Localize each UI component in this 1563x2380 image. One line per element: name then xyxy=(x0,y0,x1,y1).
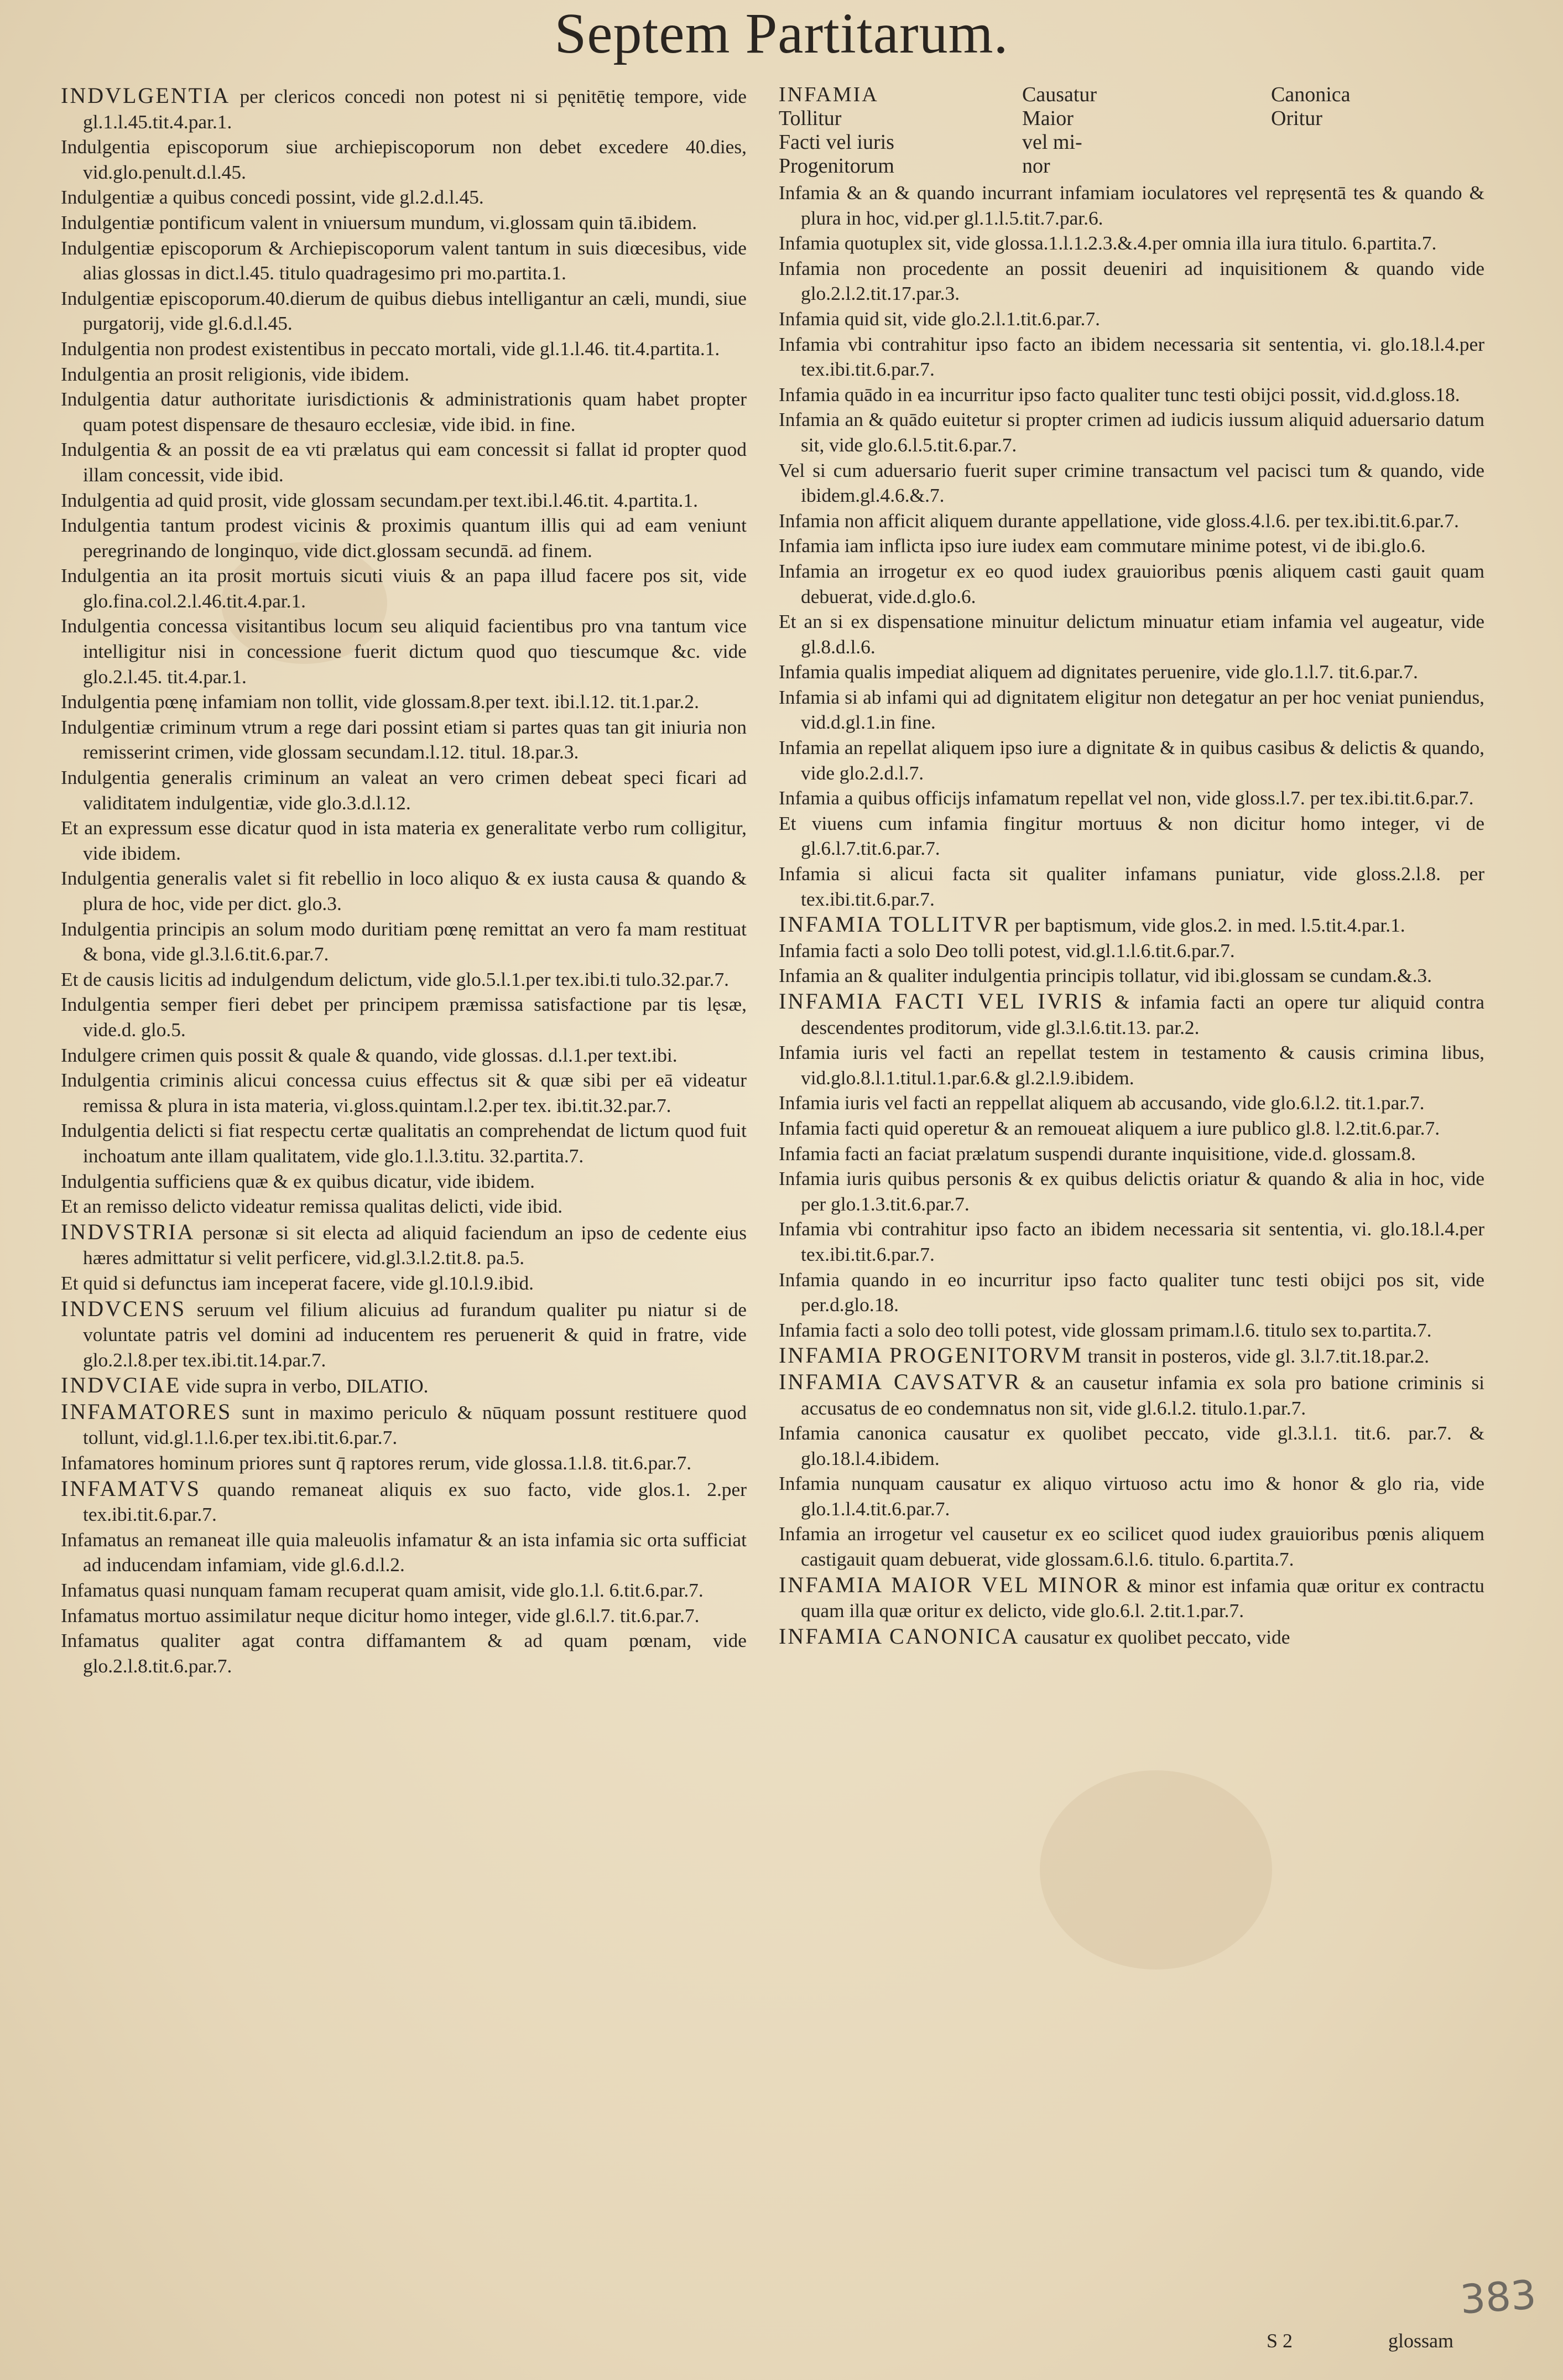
rubric-term: Progenitorum xyxy=(779,154,894,178)
entry-text: Infamatus qualiter agat contra diffamantem & ad quam pœnam, vide glo.2.l.8.tit.6.par.7. xyxy=(61,1629,747,1677)
index-entry xyxy=(61,992,747,1042)
entry-text: Indulgentia non prodest existentibus in peccato mortali, vide gl.1.l.46. tit.4.partita.1. xyxy=(61,337,720,360)
entry-text: Infamia & an & quando incurrant infamiam ioculatores vel repręsentā tes & quando & plura in hoc, vid.per gl.1.l.5.tit.7.par.6. xyxy=(779,181,1484,229)
index-entry xyxy=(61,1068,747,1118)
index-entry xyxy=(61,815,747,866)
rubric-term: INFAMIA xyxy=(779,83,879,106)
entry-text: seruum vel filium alicuius ad furandum qualiter pu niatur si de voluntate patris vel domini ad inducentem res peruenerit & quid in fratre, vide glo.2.l.8.per tex.ibi.tit.14.par.7. xyxy=(83,1298,747,1371)
rubric-term: Canonica xyxy=(1271,83,1351,106)
index-entry xyxy=(61,689,747,715)
entry-text: & an causetur infamia ex sola pro batione criminis si accusatus de eo condemnatus non sit, vide gl.6.l.2. titulo.1.par.7. xyxy=(801,1371,1484,1419)
entry-text: Indulgentiæ episcoporum & Archiepiscoporum valent tantum in suis diœcesibus, vide alias glossas in dict.l.45. titulo quadragesimo pri mo.partita.1. xyxy=(61,236,747,284)
index-entry xyxy=(61,1043,747,1068)
entry-text: sunt in maximo periculo & nūquam possunt restituere quod tollunt, vid.gl.1.l.6.per tex.ibi.tit.6.par.7. xyxy=(83,1401,747,1449)
entry-text: Et viuens cum infamia fingitur mortuus & non dicitur homo integer, vi de gl.6.l.7.tit.6.par.7. xyxy=(779,812,1484,860)
index-entry xyxy=(61,1628,747,1679)
signature-mark: S 2 xyxy=(1267,2330,1293,2352)
index-entry xyxy=(779,685,1484,735)
index-entry xyxy=(61,1451,747,1476)
entry-headword: INDVLGENTIA xyxy=(61,83,231,108)
entry-text: Infamia quotuplex sit, vide glossa.1.l.1.2.3.&.4.per omnia illa iura titulo. 6.partita.7. xyxy=(779,232,1437,254)
index-entry xyxy=(779,1166,1484,1217)
index-entry xyxy=(779,458,1484,508)
index-entry xyxy=(779,938,1484,964)
entry-text: Et an remisso delicto videatur remissa qualitas delicti, vide ibid. xyxy=(61,1195,563,1218)
index-entry xyxy=(779,811,1484,861)
index-entry xyxy=(779,382,1484,408)
catchword: glossam xyxy=(1388,2330,1454,2352)
index-entry xyxy=(779,1267,1484,1318)
index-entry xyxy=(779,1116,1484,1141)
index-entry xyxy=(779,231,1484,256)
entry-text: Indulgentia semper fieri debet per principem præmissa satisfactione par tis lęsæ, vide.d. glo.5. xyxy=(61,993,747,1041)
index-entry xyxy=(61,210,747,236)
entry-text: Infamia vbi contrahitur ipso facto an ibidem necessaria sit sententia, vi. glo.18.l.4.per tex.ibi.tit.6.par.7. xyxy=(779,332,1484,381)
rubric-column-3 xyxy=(1271,83,1470,178)
index-entry xyxy=(61,917,747,967)
entry-text: Indulgentiæ criminum vtrum a rege dari possint etiam si partes quas tan git iniuria non remisserint crimen, vide glossam secundam.l.12. titul. 18.par.3. xyxy=(61,715,747,763)
entry-text: Vel si cum aduersario fuerit super crimine transactum vel pacisci tum & quando, vide ibidem.gl.4.6.&.7. xyxy=(779,459,1484,507)
index-entry xyxy=(779,1521,1484,1572)
entry-text: Infamia an irrogetur ex eo quod iudex grauioribus pœnis aliquem casti gauit quam debuerat, vide.d.glo.6. xyxy=(779,559,1484,607)
rubric-term: vel mi- xyxy=(1022,131,1082,154)
entry-text: & infamia facti an opere tur aliquid contra descendentes proditorum, vide gl.3.l.6.tit.13. par.2. xyxy=(801,991,1484,1038)
entry-text: transit in posteros, vide gl. 3.l.7.tit.18.par.2. xyxy=(1087,1345,1429,1368)
index-entry xyxy=(61,715,747,765)
rubric-term: Maior xyxy=(1022,107,1074,130)
index-entry xyxy=(61,1219,747,1271)
right-column xyxy=(779,83,1484,2313)
entry-text: personæ si sit electa ad aliquid faciendum an ipso de cedente eius hæres admittatur si velit perficere, vid.gl.3.l.2.tit.8. pa.5. xyxy=(83,1221,747,1269)
index-entry xyxy=(61,614,747,689)
index-entry xyxy=(61,488,747,513)
index-entry xyxy=(779,912,1484,938)
entry-text: Infamatus mortuo assimilatur neque dicitur homo integer, vide gl.6.l.7. tit.6.par.7. xyxy=(61,1604,700,1626)
entry-text: Infamia non afficit aliquem durante appellatione, vide gloss.4.l.6. per tex.ibi.tit.6.par.7. xyxy=(779,509,1459,532)
entry-text: Infamia non procedente an possit deueniri ad inquisitionem & quando vide glo.2.l.2.tit.17.par.3. xyxy=(779,257,1484,305)
entry-headword: INDVCIAE xyxy=(61,1373,181,1398)
entry-text: Infamia iuris vel facti an repellat testem in testamento & causis crimina libus, vid.glo.8.l.1.titul.1.par.6.& gl.2.l.9.ibidem. xyxy=(779,1041,1484,1089)
left-column xyxy=(61,83,747,2313)
entry-text: Infamatores hominum priores sunt q̄ raptores rerum, vide glossa.1.l.8. tit.6.par.7. xyxy=(61,1452,692,1474)
entry-text: causatur ex quolibet peccato, vide xyxy=(1024,1625,1290,1648)
index-entry xyxy=(61,1373,747,1399)
rubric-term: Oritur xyxy=(1271,107,1322,130)
index-entry xyxy=(779,1343,1484,1369)
index-entry xyxy=(61,563,747,614)
entry-text: & minor est infamia quæ oritur ex contractu quam illa quæ oritur ex delicto, vide glo.6.l. 2.tit.1.par.7. xyxy=(801,1574,1484,1622)
index-entry xyxy=(61,967,747,992)
index-entry xyxy=(779,989,1484,1040)
index-entry xyxy=(61,1603,747,1629)
index-entry xyxy=(779,306,1484,332)
entry-text: Infamia iam inflicta ipso iure iudex eam commutare minime potest, vi de ibi.glo.6. xyxy=(779,534,1426,557)
entry-text: Infamia si alicui facta sit qualiter infamans puniatur, vide gloss.2.l.8. per tex.ibi.tit.6.par.7. xyxy=(779,862,1484,910)
entry-text: Indulgentia concessa visitantibus locum seu aliquid facientibus pro vna tantum vice intelligitur nisi in concessione fuerit dictum quod quo tiescumque &c. vide glo.2.l.45. tit.4.par.1. xyxy=(61,615,747,688)
entry-headword: INFAMIA PROGENITORVM xyxy=(779,1343,1083,1368)
entry-headword: INFAMATVS xyxy=(61,1475,201,1501)
entry-text: Indulgentia ad quid prosit, vide glossam secundam.per text.ibi.l.46.tit. 4.partita.1. xyxy=(61,489,698,511)
rubric-column-2 xyxy=(1022,83,1271,178)
entry-headword: INFAMIA CANONICA xyxy=(779,1623,1020,1649)
entry-text: Indulgere crimen quis possit & quale & quando, vide glossas. d.l.1.per text.ibi. xyxy=(61,1043,678,1066)
entry-text: Infamia an & qualiter indulgentia principis tollatur, vid ibi.glossam se cundam.&.3. xyxy=(779,964,1432,987)
index-entry xyxy=(61,513,747,563)
entry-headword: INFAMATORES xyxy=(61,1399,232,1424)
index-entry xyxy=(779,1572,1484,1624)
index-entry xyxy=(61,866,747,916)
index-entry xyxy=(779,180,1484,231)
index-entry xyxy=(779,786,1484,811)
entry-text: Indulgentiæ a quibus concedi possint, vide gl.2.d.l.45. xyxy=(61,186,484,209)
entry-text: Indulgentiæ episcoporum.40.dierum de quibus diebus intelligantur an cæli, mundi, siue purgatorij, vide gl.6.d.l.45. xyxy=(61,287,747,335)
entry-text: quando remaneat aliquis ex suo facto, vide glos.1. 2.per tex.ibi.tit.6.par.7. xyxy=(83,1478,747,1526)
entry-text: vide supra in verbo, DILATIO. xyxy=(186,1375,429,1397)
index-entry xyxy=(61,1399,747,1451)
page-header xyxy=(0,0,1563,66)
entry-text: Infamia si ab infami qui ad dignitatem eligitur non detegatur an per hoc veniat puniendus, vid.d.gl.1.in fine. xyxy=(779,685,1484,734)
index-entry xyxy=(779,861,1484,912)
entry-text: Infamia an & quādo euitetur si propter crimen ad iudicis iussum aliquid aduersario datum sit, vide glo.6.l.5.tit.6.par.7. xyxy=(779,408,1484,456)
index-entry xyxy=(61,185,747,210)
entry-text: Infamia facti an faciat prælatum suspendi durante inquisitione, vide.d. glossam.8. xyxy=(779,1142,1416,1165)
entry-text: Indulgentia criminis alicui concessa cuius effectus sit & quæ sibi per eā videatur remissa & plura in ista materia, vi.gloss.quintam.l.2.per tex. ibi.tit.32.par.7. xyxy=(61,1069,747,1116)
entry-text: Infamia qualis impediat aliquem ad dignitates peruenire, vide glo.1.l.7. tit.6.par.7. xyxy=(779,661,1418,683)
index-entry xyxy=(61,765,747,815)
index-entry xyxy=(61,1194,747,1219)
index-entry xyxy=(61,387,747,437)
entry-text: Indulgentia principis an solum modo duritiam pœnę remittat an vero fa mam restituat & bona, vide gl.3.l.6.tit.6.par.7. xyxy=(61,917,747,965)
rubric-term: Causatur xyxy=(1022,83,1097,106)
rubric-column-1 xyxy=(779,83,1022,178)
entry-headword: INFAMIA CAVSATVR xyxy=(779,1369,1022,1394)
entry-headword: INFAMIA MAIOR VEL MINOR xyxy=(779,1572,1120,1597)
entry-text: Et an expressum esse dicatur quod in ista materia ex generalitate verbo rum colligitur, vide ibidem. xyxy=(61,817,747,864)
index-entry xyxy=(779,1471,1484,1521)
index-entry xyxy=(61,1169,747,1194)
index-entry xyxy=(779,1624,1484,1650)
entry-headword: INDVSTRIA xyxy=(61,1219,195,1244)
index-entry xyxy=(779,1141,1484,1167)
entry-text: Et de causis licitis ad indulgendum delictum, vide glo.5.l.1.per tex.ibi.ti tulo.32.par.7. xyxy=(61,968,729,990)
index-entry xyxy=(779,659,1484,685)
index-entry xyxy=(61,336,747,362)
entry-text: Infamia an irrogetur vel causetur ex eo scilicet quod iudex grauioribus pœnis aliquem castigauit quam debuerat, vide glossam.6.l.6. titulo. 6.partita.7. xyxy=(779,1522,1484,1571)
index-entry xyxy=(61,286,747,336)
entry-text: Infamia nunquam causatur ex aliquo virtuoso actu imo & honor & glo ria, vide glo.1.l.4.tit.6.par.7. xyxy=(779,1472,1484,1520)
entry-text: Indulgentia sufficiens quæ & ex quibus dicatur, vide ibidem. xyxy=(61,1170,535,1192)
entry-text: Indulgentia an prosit religionis, vide ibidem. xyxy=(61,362,410,385)
entry-text: Indulgentia generalis valet si fit rebellio in loco aliquo & ex iusta causa & quando & plura de hoc, vide per dict. glo.3. xyxy=(61,867,747,914)
index-entry xyxy=(61,1527,747,1578)
rubric-term: nor xyxy=(1022,154,1050,178)
entry-headword: INFAMIA FACTI VEL IVRIS xyxy=(779,989,1104,1014)
index-entry xyxy=(61,236,747,286)
entry-text: Indulgentia an ita prosit mortuis sicuti viuis & an papa illud facere pos sit, vide glo.fina.col.2.l.46.tit.4.par.1. xyxy=(61,564,747,612)
index-entry xyxy=(779,1318,1484,1343)
entry-text: Et an si ex dispensatione minuitur delictum minuatur etiam infamia vel augeatur, vide gl.8.d.l.6. xyxy=(779,610,1484,658)
index-entry xyxy=(779,407,1484,458)
entry-text: Et quid si defunctus iam inceperat facere, vide gl.10.l.9.ibid. xyxy=(61,1271,534,1294)
right-entries xyxy=(779,180,1484,1650)
rubric-term: Tollitur xyxy=(779,107,842,130)
index-entry xyxy=(61,1118,747,1168)
entry-text: Indulgentia episcoporum siue archiepiscoporum non debet excedere 40.dies, vid.glo.penult.d.l.45. xyxy=(61,136,747,183)
index-entry xyxy=(779,1217,1484,1267)
index-entry xyxy=(779,963,1484,989)
entry-text: per clericos concedi non potest ni si pęnitētię tempore, vide gl.1.l.45.tit.4.par.1. xyxy=(83,85,747,133)
entry-text: Infamia iuris vel facti an reppellat aliquem ab accusando, vide glo.6.l.2. tit.1.par.7. xyxy=(779,1092,1425,1114)
index-entry xyxy=(779,1040,1484,1090)
entry-text: Infamia canonica causatur ex quolibet peccato, vide gl.3.l.1. tit.6. par.7. & glo.18.l.4.ibidem. xyxy=(779,1422,1484,1469)
handwritten-folio-number: 383 xyxy=(1458,2271,1538,2323)
index-entry xyxy=(779,533,1484,559)
index-entry xyxy=(779,559,1484,609)
entry-text: Infamia quid sit, vide glo.2.l.1.tit.6.par.7. xyxy=(779,307,1100,330)
entry-text: Infamatus an remaneat ille quia maleuolis infamatur & an ista infamia sic orta sufficiat ad inducendam infamiam, vide gl.6.d.l.2. xyxy=(61,1528,747,1576)
entry-text: Infamia facti a solo Deo tolli potest, vid.gl.1.l.6.tit.6.par.7. xyxy=(779,939,1235,962)
index-entry xyxy=(779,609,1484,659)
entry-text: Infamia quando in eo incurritur ipso facto qualiter tunc testi obijci pos sit, vide per.d.glo.18. xyxy=(779,1268,1484,1316)
entry-text: Infamia iuris quibus personis & ex quibus delictis oriatur & quando & alia in hoc, vide per glo.1.3.tit.6.par.7. xyxy=(779,1167,1484,1215)
infamia-rubric xyxy=(779,83,1484,178)
entry-text: Indulgentia delicti si fiat respectu certæ qualitatis an comprehendat de lictum quod fuit inchoatum ante illam qualitatem, vide glo.1.l.3.titu. 32.partita.7. xyxy=(61,1119,747,1167)
entry-text: Infamia facti quid operetur & an remoueat aliquem a iure publico gl.8. l.2.tit.6.par.7. xyxy=(779,1116,1440,1139)
entry-text: Indulgentia datur authoritate iurisdictionis & administrationis quam habet propter quam potest dispensare de thesauro ecclesiæ, vide ibid. in fine. xyxy=(61,388,747,435)
index-entry xyxy=(61,437,747,487)
entry-text: Infamia facti a solo deo tolli potest, vide glossam primam.l.6. titulo sex to.partita.7. xyxy=(779,1318,1432,1341)
index-entry xyxy=(779,332,1484,382)
entry-text: Indulgentia & an possit de ea vti prælatus qui eam concessit si fallat id propter quod illam concessit, vide ibid. xyxy=(61,438,747,486)
index-entry xyxy=(779,1421,1484,1471)
entry-text: Indulgentia generalis criminum an valeat an vero crimen debeat speci ficari ad validitatem indulgentiæ, vide glo.3.d.l.12. xyxy=(61,766,747,814)
index-entry xyxy=(779,1369,1484,1421)
entry-headword: INFAMIA TOLLITVR xyxy=(779,912,1010,937)
index-entry xyxy=(61,1476,747,1527)
index-entry xyxy=(61,1271,747,1296)
entry-text: Indulgentiæ pontificum valent in vniuersum mundum, vi.glossam quin tā.ibidem. xyxy=(61,211,697,233)
index-entry xyxy=(779,508,1484,534)
entry-text: Infamatus quasi nunquam famam recuperat quam amisit, vide glo.1.l. 6.tit.6.par.7. xyxy=(61,1579,704,1602)
entry-text: Infamia a quibus officijs infamatum repellat vel non, vide gloss.l.7. per tex.ibi.tit.6.par.7. xyxy=(779,787,1474,809)
page-title: Septem Partitarum. xyxy=(554,2,1009,65)
entry-headword: INDVCENS xyxy=(61,1296,186,1321)
index-entry xyxy=(61,1578,747,1603)
rubric-term: Facti vel iuris xyxy=(779,131,894,154)
entry-text: Infamia an repellat aliquem ipso iure a dignitate & in quibus casibus & delictis & quando, vide glo.2.d.l.7. xyxy=(779,736,1484,784)
index-entry xyxy=(61,134,747,185)
entry-text: per baptismum, vide glos.2. in med. l.5.tit.4.par.1. xyxy=(1014,914,1405,937)
index-entry xyxy=(779,735,1484,786)
entry-text: Indulgentia pœnę infamiam non tollit, vide glossam.8.per text. ibi.l.12. tit.1.par.2. xyxy=(61,690,699,713)
entry-text: Indulgentia tantum prodest vicinis & proximis quantum illis qui ad eam veniunt peregrinando de longinquo, vide dict.glossam secundā. ad finem. xyxy=(61,514,747,562)
index-entry xyxy=(61,83,747,134)
index-entry xyxy=(779,256,1484,306)
entry-text: Infamia quādo in ea incurritur ipso facto qualiter tunc testi obijci possit, vid.d.gloss.18. xyxy=(779,383,1460,406)
entry-text: Infamia vbi contrahitur ipso facto an ibidem necessaria sit sententia, vi. glo.18.l.4.per tex.ibi.tit.6.par.7. xyxy=(779,1218,1484,1265)
index-entry xyxy=(61,362,747,387)
index-entry xyxy=(61,1296,747,1373)
index-entry xyxy=(779,1090,1484,1116)
